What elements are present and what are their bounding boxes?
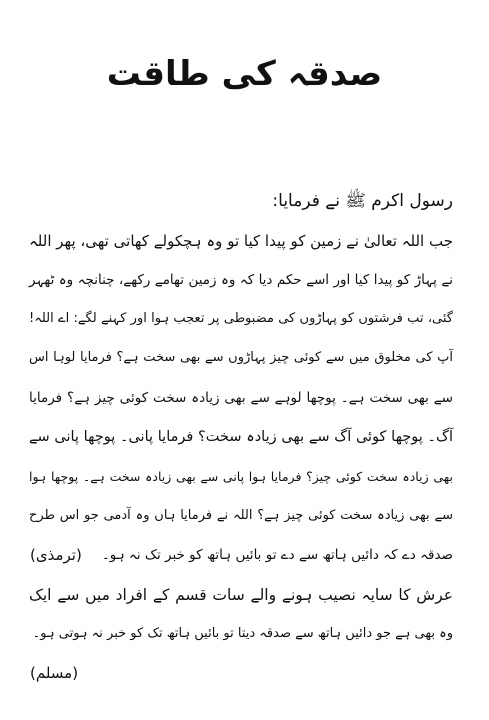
text-line: سے بھی سخت ہے۔ پوچھا لوہے سے بھی زیادہ سخت کوئی چیز ہے؟ فرمایا <box>29 390 453 406</box>
text-line: نے پہاڑ کو پیدا کیا اور اسے حکم دیا کہ وہ زمین تھامے رکھے، چنانچہ وہ ٹھہر <box>29 272 453 288</box>
text-line: بھی زیادہ سخت کوئی چیز؟ فرمایا ہوا پانی سے بھی زیادہ سخت ہے۔ پوچھا ہوا <box>29 469 453 484</box>
text-line: وہ بھی ہے جو دائیں ہاتھ سے صدقہ دیتا تو بائیں ہاتھ تک کو خبر نہ ہوتی ہو۔ <box>32 626 453 641</box>
text-line: عرش کا سایہ نصیب ہونے والے سات قسم کے افراد میں سے ایک <box>29 586 453 604</box>
text-line: آپ کی مخلوق میں سے کوئی چیز پہاڑوں سے بھی سخت ہے؟ فرمایا لوہا اس <box>29 350 453 365</box>
intro-line: رسول اکرم ﷺ نے فرمایا: <box>272 191 453 211</box>
text-line: سے بھی زیادہ سخت کوئی چیز ہے؟ اللہ نے فرمایا ہاں وہ آدمی جو اس طرح <box>29 508 453 523</box>
text-line: گئی، تب فرشتوں کو پہاڑوں کی مضبوطی پر تعجب ہوا اور کہنے لگے: اے اللہ! <box>29 311 453 326</box>
reference-muslim: (مسلم) <box>30 664 79 682</box>
text-line: جب اللہ تعالیٰ نے زمین کو پیدا کیا تو وہ ہچکولے کھاتی تھی، پھر اللہ <box>29 232 453 250</box>
text-line: آگ۔ پوچھا کوئی آگ سے بھی زیادہ سخت؟ فرمایا پانی۔ پوچھا پانی سے <box>29 429 453 445</box>
page-title: صدقہ کی طاقت <box>106 54 383 94</box>
text-line: صدقہ دے کہ دائیں ہاتھ سے دے تو بائیں ہاتھ کو خبر تک نہ ہو۔ <box>101 547 453 563</box>
reference-tirmidhi: (ترمذی) <box>30 546 82 564</box>
